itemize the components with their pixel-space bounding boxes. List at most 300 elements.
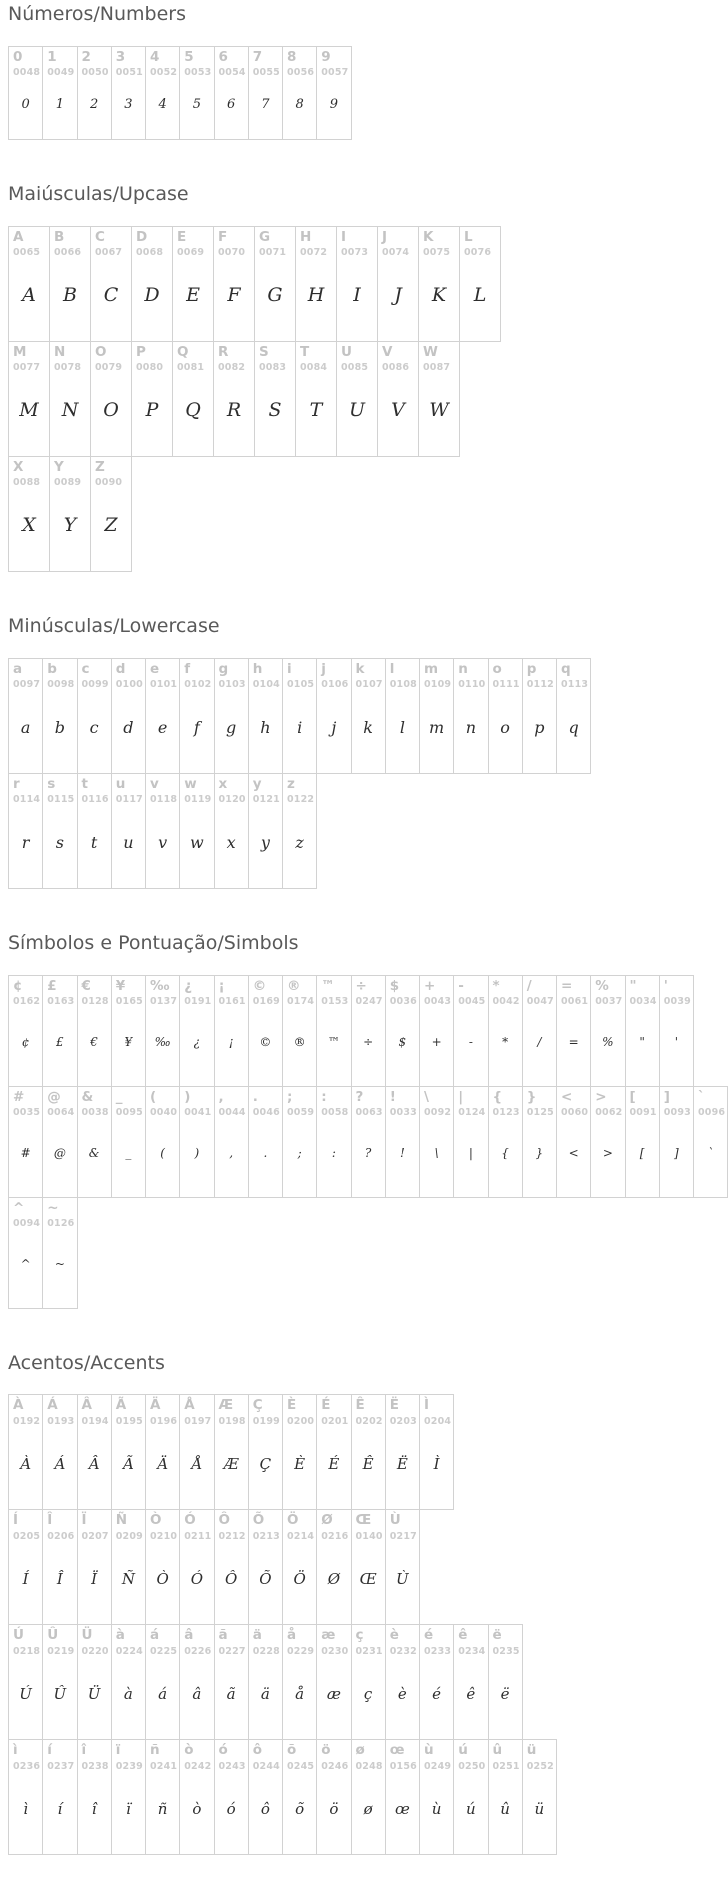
cell-glyph-preview: ï xyxy=(125,1799,131,1818)
glyph-cell xyxy=(9,1086,43,1197)
cell-char-label: Ë xyxy=(389,1397,399,1414)
cell-glyph-preview: p xyxy=(534,717,545,737)
cell-char-label: I xyxy=(341,228,347,245)
cell-char-code: 0056 xyxy=(287,67,315,79)
cell-char-code: 0054 xyxy=(218,67,246,79)
glyph-cell xyxy=(43,1625,77,1740)
glyph-cell xyxy=(488,1625,522,1740)
cell-char-label: 3 xyxy=(115,48,126,65)
cell-char-code: 0162 xyxy=(13,996,41,1008)
cell-char-code: 0093 xyxy=(663,1107,691,1119)
glyph-cell xyxy=(214,1086,248,1197)
section-title: Maiúsculas/Upcase xyxy=(8,182,189,205)
cell-glyph-preview: Î xyxy=(56,1569,63,1588)
glyph-cell xyxy=(454,1740,488,1855)
glyph-cell xyxy=(283,658,317,773)
cell-glyph-preview: > xyxy=(602,1146,613,1161)
cell-char-code: 0090 xyxy=(95,477,123,489)
cell-glyph-preview: Q xyxy=(185,399,201,422)
cell-char-label: ç xyxy=(355,1627,364,1644)
glyph-cell xyxy=(9,1510,43,1625)
cell-glyph-preview: U xyxy=(348,399,365,422)
cell-char-code: 0191 xyxy=(184,996,212,1008)
cell-glyph-preview: R xyxy=(226,399,242,422)
cell-glyph-preview: ò xyxy=(192,1799,202,1818)
cell-glyph-preview: Ï xyxy=(91,1569,98,1588)
cell-char-code: 0238 xyxy=(81,1760,109,1772)
cell-glyph-preview: l xyxy=(399,717,405,737)
cell-glyph-preview: Œ xyxy=(359,1569,377,1588)
cell-char-code: 0161 xyxy=(218,996,246,1008)
glyph-cell xyxy=(248,46,282,139)
cell-char-code: 0217 xyxy=(389,1530,417,1542)
cell-glyph-preview: ô xyxy=(260,1799,270,1818)
cell-char-code: 0049 xyxy=(47,67,75,79)
glyph-cell xyxy=(9,658,43,773)
cell-char-code: 0119 xyxy=(184,794,212,806)
cell-glyph-preview: £ xyxy=(56,1035,64,1050)
cell-char-label: Û xyxy=(47,1627,59,1644)
cell-char-code: 0035 xyxy=(13,1107,41,1119)
glyph-cell xyxy=(146,773,180,888)
cell-glyph-preview: G xyxy=(267,284,283,307)
cell-glyph-preview: - xyxy=(468,1035,473,1050)
cell-glyph-preview: q xyxy=(568,717,579,737)
cell-char-label: ` xyxy=(698,1088,705,1105)
glyph-row xyxy=(8,1394,454,1510)
cell-glyph-preview: æ xyxy=(326,1684,341,1703)
cell-char-label: r xyxy=(13,775,20,792)
cell-glyph-preview: S xyxy=(268,399,282,422)
glyph-cell xyxy=(420,1395,454,1510)
glyph-cell xyxy=(385,658,419,773)
cell-char-code: 0192 xyxy=(13,1415,41,1427)
cell-char-code: 0041 xyxy=(184,1107,212,1119)
cell-char-code: 0212 xyxy=(218,1530,246,1542)
cell-char-code: 0236 xyxy=(13,1760,41,1772)
cell-glyph-preview: î xyxy=(91,1799,97,1818)
cell-char-code: 0107 xyxy=(355,679,383,691)
glyph-cell xyxy=(214,1510,248,1625)
glyph-cell xyxy=(146,1395,180,1510)
glyph-row xyxy=(8,1739,557,1855)
cell-char-label: M xyxy=(13,343,27,360)
cell-char-label: é xyxy=(424,1627,434,1644)
cell-glyph-preview: ü xyxy=(534,1799,545,1818)
cell-char-code: 0095 xyxy=(115,1107,143,1119)
cell-char-label: å xyxy=(287,1627,297,1644)
glyph-cell xyxy=(385,1510,419,1625)
cell-char-label: { xyxy=(492,1088,503,1105)
cell-glyph-preview: g xyxy=(226,717,237,737)
glyph-cell xyxy=(255,226,296,341)
glyph-row xyxy=(8,1086,728,1198)
glyph-cell xyxy=(180,1625,214,1740)
cell-glyph-preview: ; xyxy=(297,1146,302,1161)
cell-glyph-preview: Ô xyxy=(224,1569,238,1588)
cell-char-code: 0195 xyxy=(115,1415,143,1427)
cell-char-label: ] xyxy=(663,1088,670,1105)
cell-glyph-preview: ç xyxy=(363,1684,373,1703)
cell-char-label: H xyxy=(300,228,312,245)
cell-char-code: 0091 xyxy=(629,1107,657,1119)
glyph-cell xyxy=(77,658,111,773)
cell-char-code: 0050 xyxy=(81,67,109,79)
cell-char-code: 0120 xyxy=(218,794,246,806)
section-title: Minúsculas/Lowercase xyxy=(8,614,220,637)
glyph-cell xyxy=(248,658,282,773)
glyph-cell xyxy=(283,1510,317,1625)
cell-char-code: 0169 xyxy=(252,996,280,1008)
cell-char-code: 0108 xyxy=(389,679,417,691)
cell-glyph-preview: è xyxy=(397,1684,407,1703)
cell-char-code: 0053 xyxy=(184,67,212,79)
cell-glyph-preview: ? xyxy=(364,1146,372,1161)
cell-char-label: y xyxy=(252,775,262,792)
glyph-cell xyxy=(111,773,145,888)
glyph-cell xyxy=(351,1395,385,1510)
cell-char-code: 0243 xyxy=(218,1760,246,1772)
cell-glyph-preview: ê xyxy=(466,1684,476,1703)
cell-char-label: k xyxy=(355,660,365,677)
glyph-cell xyxy=(111,1510,145,1625)
cell-glyph-preview: ^ xyxy=(20,1257,31,1272)
glyph-cell xyxy=(43,46,77,139)
cell-char-label: S xyxy=(259,343,269,360)
cell-char-label: Æ xyxy=(218,1397,234,1414)
glyph-cell xyxy=(488,658,522,773)
glyph-cell xyxy=(214,658,248,773)
cell-char-label: ~ xyxy=(47,1199,59,1216)
glyph-row xyxy=(8,1197,78,1309)
cell-glyph-preview: + xyxy=(431,1035,442,1050)
cell-char-code: 0137 xyxy=(150,996,178,1008)
cell-char-label: Q xyxy=(177,343,189,360)
cell-char-code: 0233 xyxy=(424,1645,452,1657)
glyph-cell xyxy=(91,341,132,456)
cell-char-code: 0123 xyxy=(492,1107,520,1119)
cell-char-code: 0073 xyxy=(341,247,369,259)
cell-char-code: 0081 xyxy=(177,362,205,374)
cell-char-code: 0153 xyxy=(321,996,349,1008)
glyph-cell xyxy=(351,1086,385,1197)
cell-char-label: ' xyxy=(663,977,668,994)
cell-char-code: 0069 xyxy=(177,247,205,259)
charmap-section xyxy=(8,4,661,140)
glyph-cell xyxy=(351,1510,385,1625)
cell-char-code: 0216 xyxy=(321,1530,349,1542)
cell-glyph-preview: f xyxy=(193,717,200,737)
cell-glyph-preview: 9 xyxy=(329,96,339,112)
cell-char-label: j xyxy=(321,660,326,677)
cell-char-code: 0209 xyxy=(115,1530,143,1542)
glyph-cell xyxy=(180,658,214,773)
cell-char-label: ë xyxy=(492,1627,502,1644)
cell-char-code: 0076 xyxy=(464,247,492,259)
cell-glyph-preview: ‰ xyxy=(154,1035,171,1050)
glyph-cell xyxy=(317,46,351,139)
cell-char-code: 0106 xyxy=(321,679,349,691)
cell-char-code: 0218 xyxy=(13,1645,41,1657)
cell-char-code: 0104 xyxy=(252,679,280,691)
cell-char-label: Ò xyxy=(150,1512,162,1529)
glyph-cell xyxy=(248,975,282,1086)
cell-glyph-preview: ë xyxy=(500,1684,510,1703)
cell-char-code: 0163 xyxy=(47,996,75,1008)
cell-char-label: 7 xyxy=(252,48,263,65)
cell-char-label: B xyxy=(54,228,65,245)
cell-char-label: ÷ xyxy=(355,977,367,994)
glyph-row xyxy=(8,341,460,457)
cell-char-label: Œ xyxy=(355,1512,372,1529)
cell-char-code: 0097 xyxy=(13,679,41,691)
cell-char-code: 0219 xyxy=(47,1645,75,1657)
glyph-cell xyxy=(180,773,214,888)
cell-char-code: 0109 xyxy=(424,679,452,691)
cell-char-label: z xyxy=(287,775,295,792)
cell-char-label: x xyxy=(218,775,228,792)
glyph-cell xyxy=(77,46,111,139)
cell-char-code: 0042 xyxy=(492,996,520,1008)
glyph-cell xyxy=(43,658,77,773)
cell-char-label: $ xyxy=(389,977,400,994)
cell-char-code: 0193 xyxy=(47,1415,75,1427)
glyph-cell xyxy=(146,1086,180,1197)
cell-glyph-preview: m xyxy=(429,717,445,737)
glyph-cell xyxy=(43,1510,77,1625)
glyph-cell xyxy=(111,1625,145,1740)
cell-char-code: 0070 xyxy=(218,247,246,259)
section-title: Acentos/Accents xyxy=(8,1351,165,1374)
cell-char-label: i xyxy=(287,660,292,677)
cell-glyph-preview: Ë xyxy=(396,1454,408,1473)
cell-glyph-preview: H xyxy=(307,284,325,307)
cell-glyph-preview: ì xyxy=(23,1799,29,1818)
cell-glyph-preview: c xyxy=(89,717,99,737)
cell-char-code: 0036 xyxy=(389,996,417,1008)
cell-char-code: 0226 xyxy=(184,1645,212,1657)
cell-char-label: U xyxy=(341,343,352,360)
cell-char-label: \ xyxy=(424,1088,429,1105)
cell-char-label: 5 xyxy=(184,48,194,65)
cell-glyph-preview: Õ xyxy=(259,1569,272,1588)
glyph-cell xyxy=(248,1086,282,1197)
glyph-cell xyxy=(378,341,419,456)
glyph-cell xyxy=(488,1086,522,1197)
glyph-cell xyxy=(146,975,180,1086)
glyph-cell xyxy=(43,1197,77,1308)
glyph-cell xyxy=(111,46,145,139)
cell-char-code: 0111 xyxy=(492,679,520,691)
cell-char-code: 0065 xyxy=(13,247,41,259)
cell-glyph-preview: w xyxy=(190,832,204,852)
cell-glyph-preview: { xyxy=(501,1146,509,1161)
cell-char-code: 0083 xyxy=(259,362,287,374)
cell-char-label: ô xyxy=(252,1742,263,1759)
cell-glyph-preview: Æ xyxy=(223,1454,239,1473)
cell-glyph-preview: Ú xyxy=(19,1684,32,1703)
cell-char-code: 0038 xyxy=(81,1107,109,1119)
cell-char-label: O xyxy=(95,343,107,360)
cell-char-label: & xyxy=(81,1088,94,1105)
glyph-cell xyxy=(283,1086,317,1197)
cell-glyph-preview: ø xyxy=(363,1799,373,1818)
glyph-cell xyxy=(460,226,501,341)
cell-glyph-preview: _ xyxy=(125,1146,132,1161)
cell-char-code: 0033 xyxy=(389,1107,417,1119)
cell-glyph-preview: Ü xyxy=(87,1684,101,1703)
cell-glyph-preview: x xyxy=(226,832,236,852)
glyph-cell xyxy=(296,341,337,456)
cell-char-code: 0229 xyxy=(287,1645,315,1657)
cell-char-code: 0088 xyxy=(13,477,41,489)
cell-char-code: 0244 xyxy=(252,1760,280,1772)
cell-char-code: 0034 xyxy=(629,996,657,1008)
cell-char-label: s xyxy=(47,775,56,792)
cell-char-label: J xyxy=(382,228,388,245)
cell-char-code: 0201 xyxy=(321,1415,349,1427)
glyph-cell xyxy=(248,1625,282,1740)
glyph-cell xyxy=(283,1625,317,1740)
cell-char-code: 0196 xyxy=(150,1415,178,1427)
cell-glyph-preview: œ xyxy=(394,1799,410,1818)
cell-char-label: ì xyxy=(13,1742,18,1759)
cell-glyph-preview: s xyxy=(55,832,64,852)
cell-char-label: d xyxy=(115,660,126,677)
cell-glyph-preview: | xyxy=(468,1146,473,1161)
glyph-cell xyxy=(625,1086,659,1197)
cell-glyph-preview: © xyxy=(259,1035,272,1050)
cell-glyph-preview: 3 xyxy=(124,96,133,112)
cell-glyph-preview: F xyxy=(227,284,241,307)
cell-glyph-preview: \ xyxy=(434,1146,439,1161)
glyph-cell xyxy=(378,226,419,341)
cell-glyph-preview: 2 xyxy=(89,96,99,112)
cell-char-code: 0079 xyxy=(95,362,123,374)
glyph-cell xyxy=(420,1740,454,1855)
cell-glyph-preview: Ó xyxy=(190,1569,204,1588)
cell-glyph-preview: 1 xyxy=(55,96,65,112)
cell-char-code: 0246 xyxy=(321,1760,349,1772)
cell-char-label: + xyxy=(424,977,436,994)
glyph-cell xyxy=(420,1086,454,1197)
cell-char-code: 0194 xyxy=(81,1415,109,1427)
glyph-cell xyxy=(337,226,378,341)
cell-char-code: 0044 xyxy=(218,1107,246,1119)
cell-char-label: ¥ xyxy=(115,977,126,994)
glyph-cell xyxy=(248,1510,282,1625)
cell-glyph-preview: b xyxy=(54,717,65,737)
cell-glyph-preview: [ xyxy=(639,1146,645,1161)
cell-glyph-preview: Ç xyxy=(259,1454,272,1473)
cell-glyph-preview: Ê xyxy=(362,1454,374,1473)
cell-char-label: u xyxy=(115,775,126,792)
glyph-cell xyxy=(385,1625,419,1740)
cell-glyph-preview: ~ xyxy=(54,1257,65,1272)
cell-char-label: - xyxy=(458,977,464,994)
charmap-section xyxy=(8,184,661,572)
cell-glyph-preview: É xyxy=(328,1454,340,1473)
cell-char-code: 0062 xyxy=(595,1107,623,1119)
glyph-cell xyxy=(77,773,111,888)
cell-char-label: / xyxy=(526,977,532,994)
glyph-cell xyxy=(248,1395,282,1510)
cell-glyph-preview: u xyxy=(123,832,134,852)
cell-glyph-preview: D xyxy=(144,284,160,307)
glyph-cell xyxy=(132,341,173,456)
cell-char-code: 0094 xyxy=(13,1218,41,1230)
cell-char-label: ! xyxy=(389,1088,396,1105)
cell-char-label: Ú xyxy=(13,1627,24,1644)
cell-glyph-preview: 5 xyxy=(192,96,202,112)
cell-glyph-preview: ù xyxy=(431,1799,442,1818)
cell-char-label: Í xyxy=(13,1512,19,1529)
cell-char-code: 0058 xyxy=(321,1107,349,1119)
cell-char-code: 0239 xyxy=(115,1760,143,1772)
cell-glyph-preview: Ù xyxy=(396,1569,409,1588)
cell-char-code: 0206 xyxy=(47,1530,75,1542)
glyph-cell xyxy=(9,46,43,139)
charmap-section xyxy=(8,1353,661,1856)
glyph-cell xyxy=(317,1510,351,1625)
cell-char-label: 1 xyxy=(47,48,57,65)
cell-glyph-preview: ™ xyxy=(327,1035,340,1050)
cell-char-label: L xyxy=(464,228,473,245)
cell-char-label: Ñ xyxy=(115,1512,128,1529)
cell-glyph-preview: e xyxy=(157,717,168,737)
cell-char-code: 0096 xyxy=(698,1107,726,1119)
cell-glyph-preview: , xyxy=(229,1146,234,1161)
cell-glyph-preview: K xyxy=(431,284,447,307)
glyph-cell xyxy=(9,456,50,571)
cell-glyph-preview: z xyxy=(295,832,304,852)
cell-char-code: 0251 xyxy=(492,1760,520,1772)
cell-char-code: 0224 xyxy=(115,1645,143,1657)
glyph-cell xyxy=(9,1395,43,1510)
cell-char-label: ) xyxy=(184,1088,191,1105)
cell-char-code: 0213 xyxy=(252,1530,280,1542)
cell-char-label: ™ xyxy=(321,977,335,994)
cell-char-label: Õ xyxy=(252,1512,265,1529)
glyph-cell xyxy=(77,975,111,1086)
cell-char-label: Å xyxy=(184,1397,195,1414)
cell-char-label: _ xyxy=(115,1088,123,1105)
cell-char-label: 9 xyxy=(321,48,331,65)
cell-glyph-preview: Û xyxy=(53,1684,67,1703)
cell-char-label: Ö xyxy=(287,1512,299,1529)
cell-glyph-preview: à xyxy=(123,1684,133,1703)
glyph-cell xyxy=(659,1086,693,1197)
glyph-cell xyxy=(385,975,419,1086)
cell-char-code: 0071 xyxy=(259,247,287,259)
cell-char-label: * xyxy=(492,977,500,994)
cell-char-label: Y xyxy=(54,458,64,475)
cell-glyph-preview: ó xyxy=(226,1799,236,1818)
cell-char-label: Z xyxy=(95,458,105,475)
cell-char-label: ; xyxy=(287,1088,293,1105)
cell-char-code: 0227 xyxy=(218,1645,246,1657)
cell-glyph-preview: â xyxy=(192,1684,202,1703)
cell-glyph-preview: . xyxy=(263,1146,268,1161)
glyph-cell xyxy=(625,975,659,1086)
cell-char-label: è xyxy=(389,1627,399,1644)
cell-char-code: 0118 xyxy=(150,794,178,806)
cell-glyph-preview: ] xyxy=(674,1146,679,1161)
cell-char-code: 0245 xyxy=(287,1760,315,1772)
cell-glyph-preview: N xyxy=(61,399,79,422)
cell-char-label: Î xyxy=(47,1512,53,1529)
cell-char-code: 0197 xyxy=(184,1415,212,1427)
